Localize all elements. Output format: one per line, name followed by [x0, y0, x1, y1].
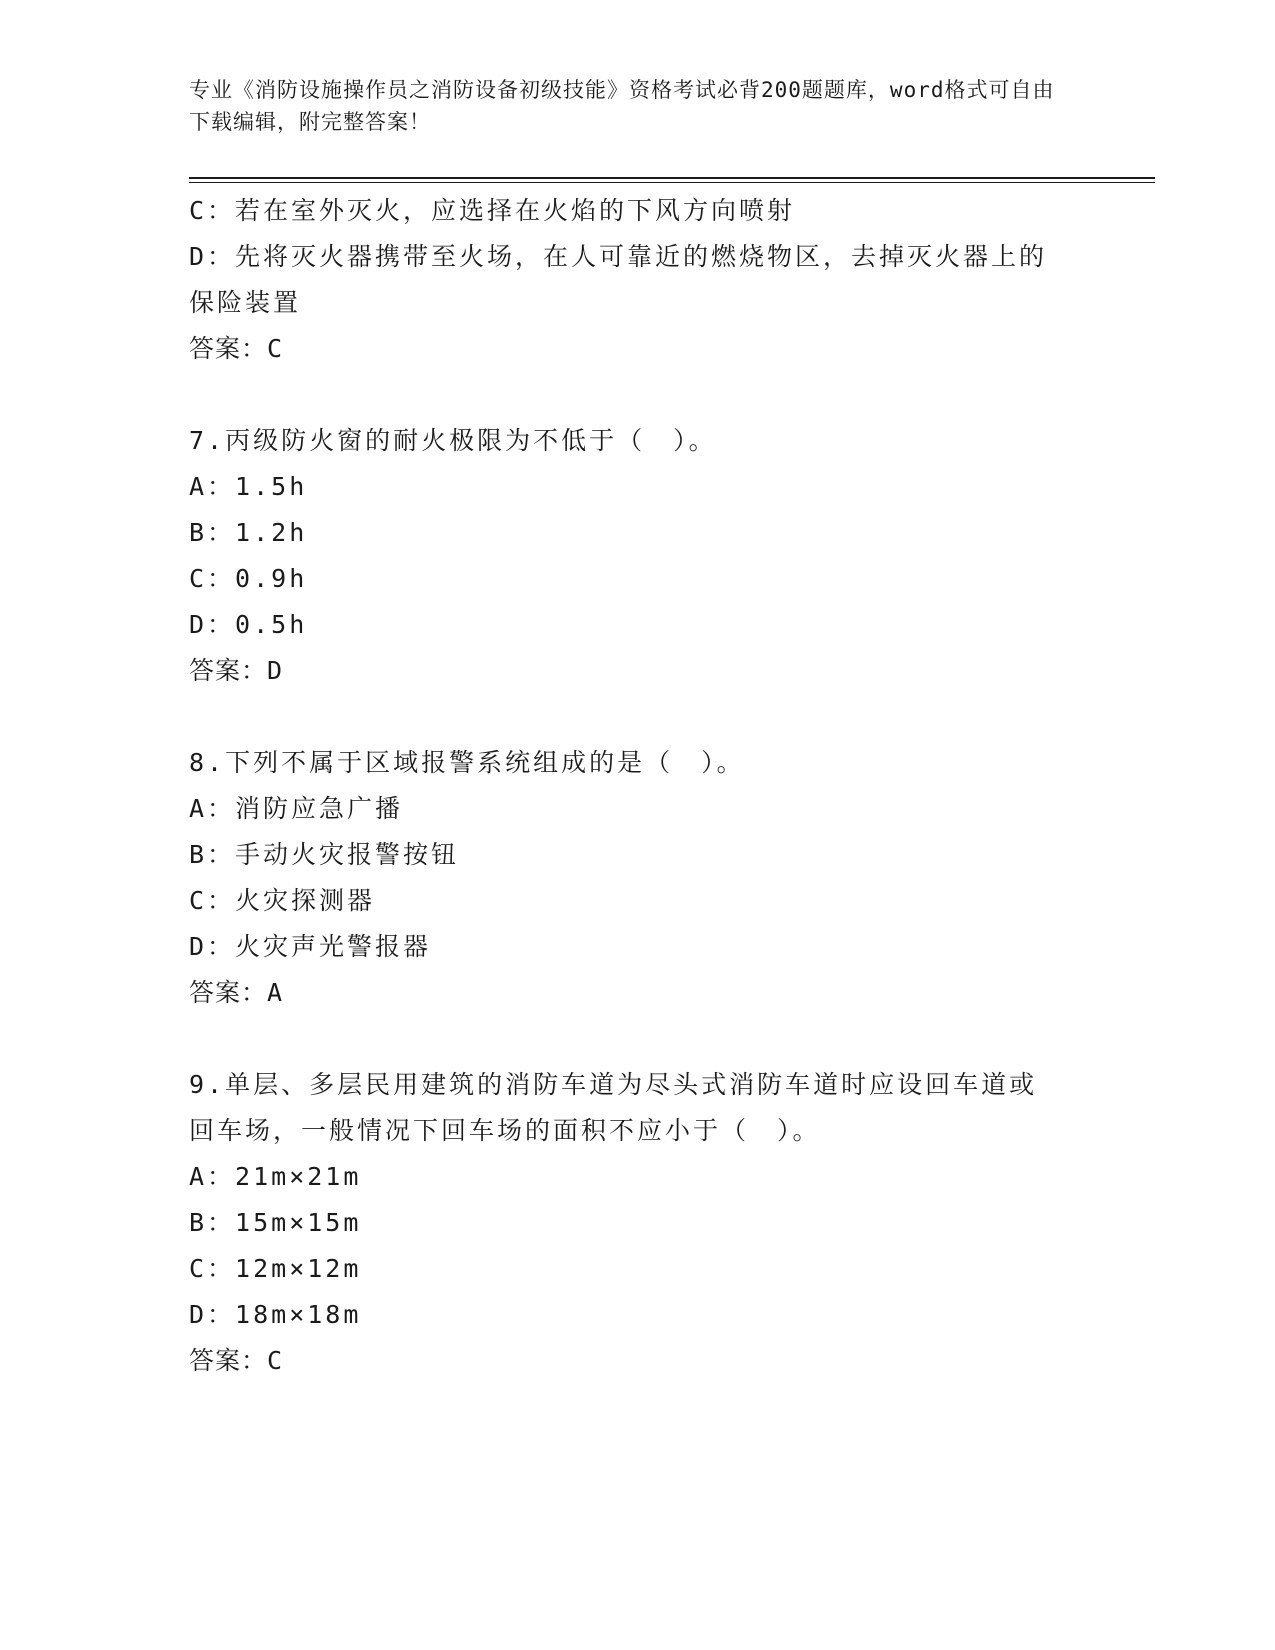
question-7 — [189, 418, 1089, 694]
option-b: B：1.2h — [189, 518, 308, 547]
document-body — [189, 188, 1089, 1384]
question-stem: 7.丙级防火窗的耐火极限为不低于（ ）。 — [189, 426, 717, 455]
option-a: A：21m×21m — [189, 1162, 362, 1191]
option-a: A：消防应急广播 — [189, 794, 404, 823]
option-c: C：若在室外灭火，应选择在火焰的下风方向喷射 — [189, 196, 796, 225]
option-d: D：先将灭火器携带至火场，在人可靠近的燃烧物区，去掉灭火器上的 — [189, 242, 1048, 271]
document-header: 专业《消防设施操作员之消防设备初级技能》资格考试必背200题题库，word格式可自由下载编辑，附完整答案！ — [189, 78, 1055, 134]
answer: 答案：C — [189, 1346, 284, 1375]
answer: 答案：D — [189, 656, 284, 685]
question-stem-continued: 回车场，一般情况下回车场的面积不应小于（ ）。 — [189, 1116, 821, 1145]
header-divider-thin — [189, 182, 1155, 183]
question-9 — [189, 1062, 1089, 1384]
answer: 答案：A — [189, 978, 284, 1007]
option-d-continued: 保险装置 — [189, 288, 302, 317]
option-c: C：0.9h — [189, 564, 308, 593]
option-b: B：15m×15m — [189, 1208, 362, 1237]
option-d: D：18m×18m — [189, 1300, 362, 1329]
option-d: D：火灾声光警报器 — [189, 932, 432, 961]
prev-question-block — [189, 188, 1089, 372]
option-d: D：0.5h — [189, 610, 308, 639]
answer: 答案：C — [189, 334, 284, 363]
header-divider-thick — [189, 177, 1155, 179]
question-8 — [189, 740, 1089, 1016]
option-b: B：手动火灾报警按钮 — [189, 840, 460, 869]
option-a: A：1.5h — [189, 472, 308, 501]
question-stem: 8.下列不属于区域报警系统组成的是（ ）。 — [189, 748, 745, 777]
option-c: C：12m×12m — [189, 1254, 362, 1283]
question-stem: 9.单层、多层民用建筑的消防车道为尽头式消防车道时应设回车道或 — [189, 1070, 1038, 1099]
option-c: C：火灾探测器 — [189, 886, 376, 915]
